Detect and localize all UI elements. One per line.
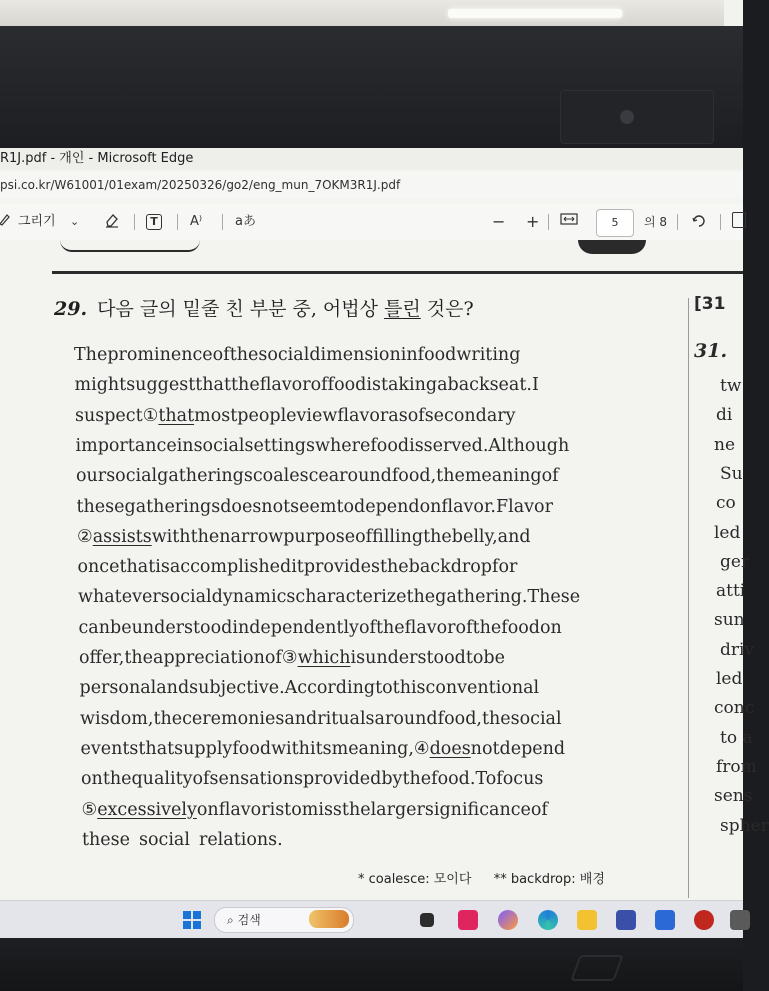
toolbar-divider xyxy=(548,214,549,230)
passage-word: not xyxy=(470,738,500,759)
right-column-fragment: to a xyxy=(720,727,753,748)
passage-word: quality xyxy=(131,769,193,790)
text-box-icon[interactable] xyxy=(146,212,162,232)
right-column-fragment: driv xyxy=(720,639,755,660)
passage-line xyxy=(75,401,516,431)
page-number-input[interactable]: 5 xyxy=(596,209,634,237)
passage-word: meaning xyxy=(464,466,542,487)
search-icon: ⌕ xyxy=(227,913,234,927)
passage-word: the xyxy=(402,769,432,790)
passage-word: food xyxy=(501,617,540,638)
task-view-icon[interactable] xyxy=(420,913,434,927)
passage-word: with xyxy=(151,526,191,547)
passage-word: accomplished xyxy=(169,557,292,578)
passage-word: Flavor xyxy=(495,496,553,517)
passage-word: be xyxy=(483,648,505,668)
passage-word: larger xyxy=(370,799,425,820)
copilot-icon[interactable] xyxy=(498,910,518,930)
passage-word: dimension xyxy=(309,345,401,365)
passage-word: the xyxy=(436,466,465,487)
passage-word: once xyxy=(77,557,120,578)
passage-line xyxy=(77,522,531,552)
passage-word: coalesce xyxy=(252,466,329,487)
passage-word: supply xyxy=(174,738,233,759)
passage-word: understood xyxy=(131,617,233,638)
passage-word: To xyxy=(475,769,497,790)
passage-word: does xyxy=(220,496,262,517)
right-column-fragment: co xyxy=(716,493,736,514)
passage-line xyxy=(80,704,562,734)
address-bar[interactable]: psi.co.kr/W61001/01exam/20250326/go2/eng_mun_7OKM3R1J.pdf xyxy=(0,172,743,198)
passage-word: to xyxy=(284,799,302,820)
ceiling-light xyxy=(448,9,622,18)
passage-word: the xyxy=(229,345,259,365)
passage-word: flavor. xyxy=(441,496,496,517)
passage-word: gatherings xyxy=(124,496,221,517)
footnote-coalesce: * coalesce: 모이다 xyxy=(358,872,472,887)
eraser-icon[interactable] xyxy=(104,212,120,232)
passage-word: on xyxy=(540,617,562,638)
passage-word: and xyxy=(497,526,531,547)
passage-word: it xyxy=(291,557,304,578)
bezel-panel xyxy=(560,90,714,144)
passage-word: food xyxy=(327,375,367,396)
underlined-choice xyxy=(414,734,471,764)
zoom-out-button[interactable]: − xyxy=(492,212,506,231)
right-column-fragment: ger xyxy=(720,551,750,572)
passage-word: provided xyxy=(302,769,382,790)
edge-icon[interactable] xyxy=(538,910,558,930)
choice-underlined-word: assists xyxy=(92,526,152,547)
page-rule xyxy=(52,271,743,274)
passage-word: the xyxy=(406,587,436,608)
passage-word: is xyxy=(269,799,285,820)
window-title: R1J.pdf - 개인 - Microsoft Edge xyxy=(0,148,743,170)
passage-word: served. xyxy=(423,435,489,456)
passage-word: I xyxy=(531,375,539,396)
passage-word: ceremonies xyxy=(182,708,285,729)
passage-word: writing xyxy=(456,345,521,365)
passage-line xyxy=(82,825,283,855)
passage-word: food xyxy=(370,435,410,456)
passage-word: prominence xyxy=(107,345,213,365)
translate-button[interactable]: aあ xyxy=(235,214,256,229)
passage-word: the xyxy=(341,799,371,820)
toolbar-divider xyxy=(222,214,223,230)
choice-marker: ④ xyxy=(413,738,430,759)
fit-page-icon[interactable] xyxy=(560,212,578,232)
passage-word: of xyxy=(212,345,230,365)
passage-word: on xyxy=(196,799,219,820)
windows-start-icon[interactable] xyxy=(182,910,202,930)
passage-word: that xyxy=(195,375,232,396)
passage-word: the xyxy=(190,526,220,547)
passage-word: on xyxy=(419,496,442,517)
passage-word: meaning, xyxy=(331,738,414,759)
passage-word: the xyxy=(423,526,452,547)
column-divider xyxy=(688,298,689,898)
passage-word: is xyxy=(350,648,366,668)
taskbar-search[interactable] xyxy=(214,907,354,933)
passage-word: depend xyxy=(354,496,420,517)
passage-word: around xyxy=(328,466,392,487)
passage-word: as xyxy=(388,405,408,426)
passage-word: provides xyxy=(303,557,380,578)
right-column-fragment: led xyxy=(716,669,743,689)
passage-word: suggest xyxy=(126,375,196,396)
passage-word: social xyxy=(258,345,310,365)
passage-word: with xyxy=(271,738,310,759)
choice-marker: ③ xyxy=(281,648,298,668)
passage-word: that xyxy=(138,738,175,759)
passage-word: most xyxy=(194,405,238,426)
passage-line xyxy=(79,613,562,643)
rotate-icon[interactable] xyxy=(690,212,708,232)
passage-word: wisdom, xyxy=(80,708,154,729)
passage-word: might xyxy=(74,375,127,396)
page-total: 의 8 xyxy=(644,215,668,229)
passage-line xyxy=(79,643,505,673)
question-prompt: 다음 글의 밑줄 친 부분 중, 어법상 xyxy=(97,298,385,320)
chevron-down-icon[interactable]: ⌄ xyxy=(70,215,80,228)
app-icon[interactable] xyxy=(730,910,750,930)
passage-word: flavor xyxy=(337,405,389,426)
passage-word: can xyxy=(78,617,111,638)
draw-icon[interactable] xyxy=(0,212,10,232)
right-column-fragment: sun xyxy=(714,610,745,631)
passage-word: filling xyxy=(372,526,424,547)
passage-line xyxy=(77,492,553,522)
passage-word: that xyxy=(119,557,156,578)
passage-word: this xyxy=(392,678,426,699)
passage-word: seat. xyxy=(489,375,532,396)
passage-word: events xyxy=(80,738,139,759)
passage-line xyxy=(78,552,518,582)
passage-word: people xyxy=(237,405,297,426)
right-column-fragment: from xyxy=(716,756,757,777)
passage-word: and xyxy=(156,678,190,699)
passage-word: importance xyxy=(75,435,177,456)
passage-word: be xyxy=(110,617,132,638)
right-column-fragment: atti xyxy=(716,581,746,602)
passage-word: these xyxy=(76,496,125,517)
passage-line xyxy=(80,673,540,703)
search-label: 검색 xyxy=(237,913,261,927)
footnotes xyxy=(358,868,605,887)
passage-word: conventional xyxy=(425,678,540,699)
passage-word: to xyxy=(375,678,393,699)
footnote-backdrop: ** backdrop: 배경 xyxy=(493,872,605,887)
passage-word: and xyxy=(284,708,318,729)
passage-word: food, xyxy=(391,466,437,487)
outlook-icon[interactable] xyxy=(655,910,675,930)
app-icon[interactable] xyxy=(694,910,714,930)
passage-word: of xyxy=(455,617,473,638)
right-column-fragment: conc xyxy=(714,698,755,719)
right-column-fragment: tw xyxy=(720,376,742,396)
passage-word: These xyxy=(527,587,581,608)
windows-taskbar xyxy=(0,900,743,939)
passage-word: seem xyxy=(290,496,337,517)
passage-word: subjective. xyxy=(189,678,285,699)
passage-word: appreciation xyxy=(153,648,265,668)
choice-marker: ② xyxy=(77,526,93,547)
passage-word: food, xyxy=(437,708,482,729)
page-decoration xyxy=(60,240,200,252)
right-column-fragment: led xyxy=(714,522,741,543)
underlined-choice xyxy=(282,643,351,673)
webcam-icon xyxy=(620,110,634,124)
passage-word: offer, xyxy=(79,648,125,668)
passage-word: the xyxy=(481,708,511,729)
passage-word: settings xyxy=(244,435,315,456)
underlined-choice xyxy=(143,401,194,431)
passage-line xyxy=(74,340,520,370)
passage-word: back xyxy=(447,375,490,396)
passage-line xyxy=(75,370,539,400)
right-column-fragment: ne xyxy=(714,434,736,455)
question-prompt-end: 것은? xyxy=(420,298,474,320)
passage-word: of xyxy=(310,375,328,396)
passage-word: miss xyxy=(301,799,342,820)
passage-word: social xyxy=(160,587,212,608)
read-aloud-button[interactable]: A⁾ xyxy=(190,214,203,229)
question-title xyxy=(54,294,474,321)
passage-word: food xyxy=(417,345,457,365)
passage-word: of xyxy=(264,648,282,668)
passage-word: for xyxy=(492,557,518,578)
passage-word: on xyxy=(81,769,103,790)
passage-word: of xyxy=(355,526,373,547)
underlined-choice xyxy=(82,795,197,825)
text-box-label: T xyxy=(146,214,162,230)
passage-word: significance xyxy=(424,799,531,820)
passage-word: the xyxy=(102,769,132,790)
passage-word: independently xyxy=(232,617,359,638)
passage-word: is xyxy=(155,557,170,578)
right-column-header: [31 xyxy=(694,294,726,314)
passage-word: social xyxy=(106,466,158,487)
tiktok-icon[interactable] xyxy=(458,910,478,930)
choice-marker: ① xyxy=(142,405,159,426)
passage-word: social xyxy=(510,708,562,729)
choice-underlined-word: that xyxy=(158,405,195,426)
store-icon[interactable] xyxy=(616,910,636,930)
passage-word: of xyxy=(358,617,376,638)
passage-word: Although xyxy=(488,435,570,456)
right-column-fragment: spher xyxy=(720,815,769,836)
passage-word: its xyxy=(309,738,332,759)
draw-button[interactable]: 그리기 xyxy=(18,214,56,229)
passage-word: view xyxy=(296,405,338,426)
choice-underlined-word: excessively xyxy=(97,799,197,820)
passage-line xyxy=(78,582,580,612)
passage-word: rituals xyxy=(317,708,375,729)
file-explorer-icon[interactable] xyxy=(577,910,597,930)
zoom-in-button[interactable]: + xyxy=(526,212,540,231)
monitor-bezel-bottom xyxy=(0,938,743,991)
passage-word: the xyxy=(153,708,183,729)
passage-word: to xyxy=(465,648,484,668)
page-view-icon xyxy=(732,212,746,228)
passage-word: flavor xyxy=(218,799,270,820)
toolbar-divider xyxy=(720,214,721,230)
screen xyxy=(0,148,769,938)
right-column-fragment: sens xyxy=(714,786,753,807)
passage-word: of xyxy=(530,799,548,820)
passage-line xyxy=(81,734,566,764)
more-icon[interactable] xyxy=(732,212,746,232)
passage-word: relations. xyxy=(198,829,283,850)
passage-word: to xyxy=(336,496,355,517)
passage-line xyxy=(76,431,570,461)
passage-word: not xyxy=(261,496,291,517)
passage-word: where xyxy=(314,435,371,456)
right-column-fragment: di xyxy=(716,405,733,426)
toolbar-divider xyxy=(677,214,678,230)
right-column-fragment: Su xyxy=(720,463,743,484)
search-highlight-icon xyxy=(309,910,349,928)
passage-word: of xyxy=(541,466,559,487)
monitor-bezel-top xyxy=(0,26,743,148)
passage-word: understood xyxy=(365,648,466,668)
passage-word: is xyxy=(366,375,381,396)
passage-word: around xyxy=(374,708,438,729)
toolbar-divider xyxy=(177,214,178,230)
passage-word: sensations xyxy=(209,769,303,790)
passage-word: suspect xyxy=(75,405,143,426)
passage-word: of xyxy=(192,769,210,790)
passage-word: social xyxy=(139,829,190,850)
passage-word: depend xyxy=(499,738,566,759)
passage-word: the xyxy=(472,617,502,638)
passage-word: food. xyxy=(431,769,476,790)
toolbar-divider xyxy=(134,214,135,230)
passage-word: purpose xyxy=(283,526,356,547)
passage-word: in xyxy=(176,435,194,456)
passage-word: whatever xyxy=(78,587,161,608)
question-number: 29. xyxy=(54,298,88,320)
passage-line xyxy=(76,461,559,491)
page-decoration xyxy=(578,240,646,254)
passage-word: these xyxy=(82,829,130,850)
passage-line xyxy=(81,764,543,794)
question-prompt-underlined: 틀린 xyxy=(384,298,421,320)
passage-word: the xyxy=(124,648,154,668)
passage-word: the xyxy=(231,375,260,396)
passage-word: According xyxy=(284,678,376,699)
passage-word: secondary xyxy=(424,405,516,426)
passage-word: is xyxy=(409,435,424,456)
passage-word: social xyxy=(193,435,245,456)
underlined-choice xyxy=(77,522,152,552)
passage-word: our xyxy=(76,466,107,487)
passage-word: the xyxy=(375,617,405,638)
passage-word: gatherings xyxy=(157,466,253,487)
passage-word: The xyxy=(74,345,108,365)
choice-underlined-word: which xyxy=(297,648,351,668)
passage-word: backdrop xyxy=(408,557,493,578)
pdf-page xyxy=(0,240,769,900)
passage-word: food xyxy=(232,738,272,759)
passage-word: gathering. xyxy=(435,587,528,608)
passage-word: taking xyxy=(380,375,438,396)
passage-line xyxy=(82,795,548,825)
passage-word: dynamics xyxy=(211,587,296,608)
right-question-number: 31. xyxy=(694,340,728,362)
passage-word: in xyxy=(400,345,418,365)
passage-word: the xyxy=(379,557,409,578)
room-background xyxy=(0,0,743,26)
passage-word: characterize xyxy=(295,587,407,608)
passage-word: of xyxy=(407,405,425,426)
passage-word: belly, xyxy=(451,526,498,547)
passage-word: focus xyxy=(496,769,544,790)
choice-marker: ⑤ xyxy=(81,799,98,820)
passage-word: a xyxy=(437,375,448,396)
passage-word: flavor xyxy=(259,375,311,396)
passage-word: flavor xyxy=(404,617,456,638)
passage-word: by xyxy=(381,769,403,790)
passage-word: narrow xyxy=(219,526,284,547)
pdf-toolbar xyxy=(0,204,743,241)
passage-word: personal xyxy=(79,678,157,699)
choice-underlined-word: does xyxy=(429,738,471,759)
